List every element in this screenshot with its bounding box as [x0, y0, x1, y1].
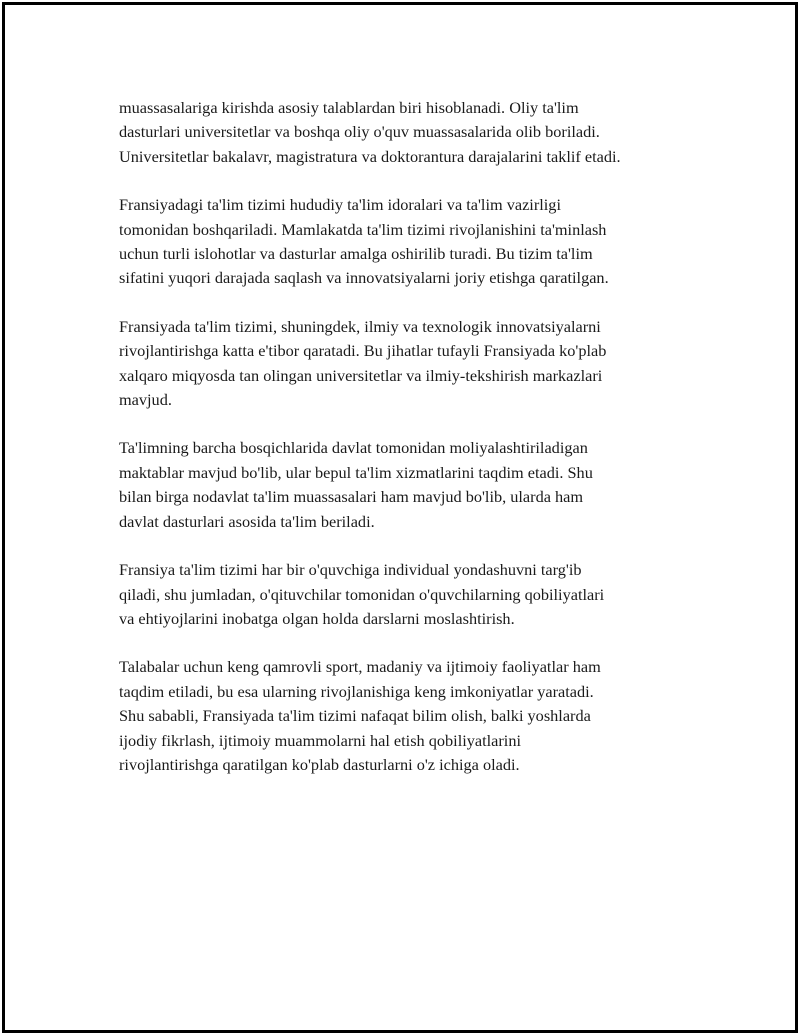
text-line: davlat dasturlari asosida ta'lim beriladi. — [119, 511, 375, 531]
paragraph-3 — [119, 315, 699, 413]
text-line: qiladi, shu jumladan, o'qituvchilar tomonidan o'quvchilarning qobiliyatlari — [119, 584, 605, 604]
paragraph-5 — [119, 558, 699, 631]
text-line: Talabalar uchun keng qamrovli sport, madaniy va ijtimoiy faoliyatlar ham — [119, 657, 601, 677]
text-line: sifatini yuqori darajada saqlash va innovatsiyalarni joriy etishga qaratilgan. — [119, 268, 609, 288]
text-line: ijodiy fikrlash, ijtimoiy muammolarni hal etish qobiliyatlarini — [119, 730, 521, 750]
text-line: uchun turli islohotlar va dasturlar amalga oshirilib turadi. Bu tizim ta'lim — [119, 244, 593, 264]
text-line: Universitetlar bakalavr, magistratura va doktorantura darajalarini taklif etadi. — [119, 146, 621, 166]
text-line: maktablar mavjud bo'lib, ular bepul ta'lim xizmatlarini taqdim etadi. Shu — [119, 462, 593, 482]
paragraph-1 — [119, 96, 699, 169]
paragraph-4 — [119, 436, 699, 534]
paragraph-2 — [119, 193, 699, 291]
page-frame — [2, 2, 798, 1033]
text-line: Fransiyada ta'lim tizimi, shuningdek, ilmiy va texnologik innovatsiyalarni — [119, 316, 601, 336]
text-line: dasturlari universitetlar va boshqa oliy o'quv muassasalarida olib boriladi. — [119, 122, 600, 142]
text-line: muassasalariga kirishda asosiy talablardan biri hisoblanadi. Oliy ta'lim — [119, 98, 579, 117]
text-line: taqdim etiladi, bu esa ularning rivojlanishiga keng imkoniyatlar yaratadi. — [119, 681, 594, 701]
text-line: rivojlantirishga katta e'tibor qaratadi. Bu jihatlar tufayli Fransiyada ko'plab — [119, 341, 607, 361]
text-line: Ta'limning barcha bosqichlarida davlat tomonidan moliyalashtiriladigan — [119, 438, 588, 458]
text-line: Fransiyadagi ta'lim tizimi hududiy ta'lim idoralari va ta'lim vazirligi — [119, 195, 561, 215]
text-line: tomonidan boshqariladi. Mamlakatda ta'lim tizimi rivojlanishini ta'minlash — [119, 219, 607, 239]
text-line: rivojlantirishga qaratilgan ko'plab dasturlarni o'z ichiga oladi. — [119, 754, 520, 774]
paragraph-6 — [119, 655, 699, 777]
text-line: mavjud. — [119, 390, 172, 410]
text-line: Shu sababli, Fransiyada ta'lim tizimi nafaqat bilim olish, balki yoshlarda — [119, 706, 591, 726]
text-line: va ehtiyojlarini inobatga olgan holda darslarni moslashtirish. — [119, 608, 515, 628]
text-line: Fransiya ta'lim tizimi har bir o'quvchiga individual yondashuvni targ'ib — [119, 560, 582, 580]
document-body — [119, 96, 699, 801]
text-line: bilan birga nodavlat ta'lim muassasalari ham mavjud bo'lib, ularda ham — [119, 487, 584, 507]
text-line: xalqaro miqyosda tan olingan universitetlar va ilmiy-tekshirish markazlari — [119, 365, 603, 385]
